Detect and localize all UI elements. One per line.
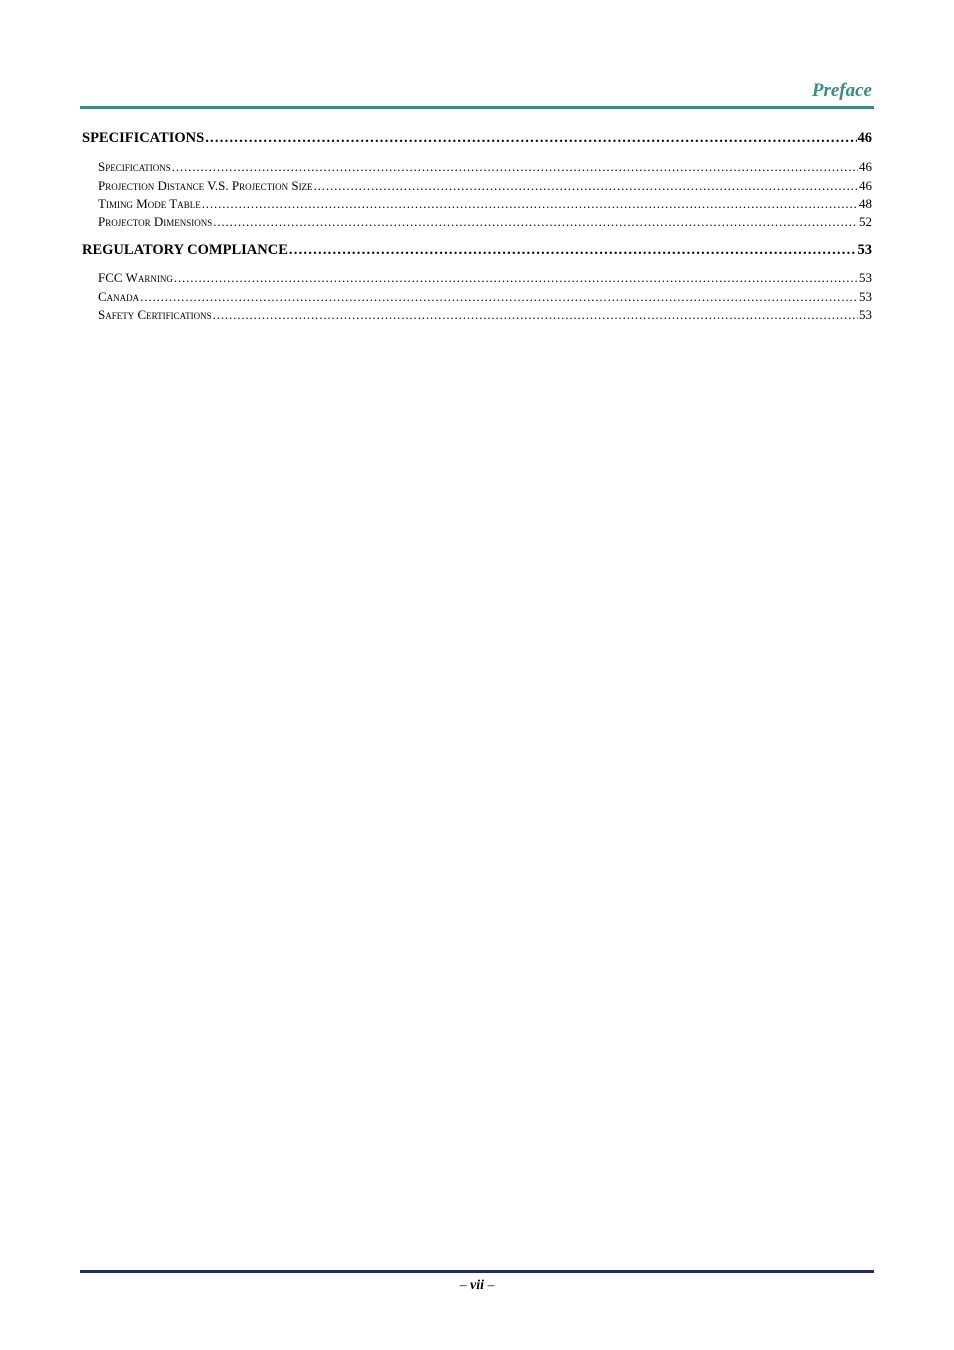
- footer-page-value: vii: [470, 1278, 484, 1293]
- toc-entry-label: Specifications: [98, 159, 171, 174]
- toc-entry-page: 53: [857, 242, 872, 258]
- toc-entry-label: Projection Distance V.S. Projection Size: [98, 178, 313, 193]
- toc-leader-dots: [213, 214, 858, 230]
- toc-entry-page: 46: [857, 130, 872, 146]
- toc-entry-page: 52: [859, 214, 872, 229]
- toc-leader-dots: [205, 130, 856, 147]
- toc-leader-dots: [202, 196, 858, 212]
- toc-leader-dots: [289, 242, 857, 259]
- toc-leader-dots: [314, 178, 858, 194]
- toc-entry-fcc-warning[interactable]: [98, 270, 872, 286]
- toc-entry-label: Canada: [98, 289, 140, 304]
- toc-entry-page: 53: [859, 307, 872, 322]
- footer-rule: [80, 1270, 874, 1273]
- toc-leader-dots: [172, 159, 858, 175]
- toc-entry-specifications-sub[interactable]: [98, 159, 872, 175]
- toc-entry-projection-distance[interactable]: [98, 178, 872, 194]
- toc-entry-page: 46: [859, 159, 872, 174]
- toc-entry-timing-mode-table[interactable]: [98, 196, 872, 212]
- toc-entry-page: 46: [859, 178, 872, 193]
- toc-entry-label: Safety Certifications: [98, 307, 212, 322]
- toc-entry-label: FCC Warning: [98, 270, 173, 285]
- toc-entry-label: Timing Mode Table: [98, 196, 201, 211]
- footer-page-suffix: –: [484, 1278, 495, 1293]
- toc-entry-label: Projector Dimensions: [98, 214, 213, 229]
- footer-page-prefix: –: [459, 1278, 470, 1293]
- toc-entry-page: 53: [859, 289, 872, 304]
- page-header-title: Preface: [811, 80, 872, 101]
- toc-entry-projector-dimensions[interactable]: [98, 214, 872, 230]
- toc-leader-dots: [213, 307, 858, 323]
- toc-leader-dots: [174, 270, 858, 286]
- toc-leader-dots: [140, 289, 858, 305]
- toc-entry-label: REGULATORY COMPLIANCE: [82, 242, 288, 258]
- toc-entry-label: SPECIFICATIONS: [82, 130, 205, 146]
- toc-entry-page: 53: [859, 270, 872, 285]
- toc-entry-canada[interactable]: [98, 289, 872, 305]
- footer-page-number: [0, 1278, 954, 1294]
- toc-entry-page: 48: [859, 196, 872, 211]
- toc-entry-safety-certifications[interactable]: [98, 307, 872, 323]
- toc-entry-regulatory-compliance[interactable]: [82, 242, 872, 259]
- toc-entry-specifications[interactable]: [82, 130, 872, 147]
- header-rule: [80, 106, 874, 109]
